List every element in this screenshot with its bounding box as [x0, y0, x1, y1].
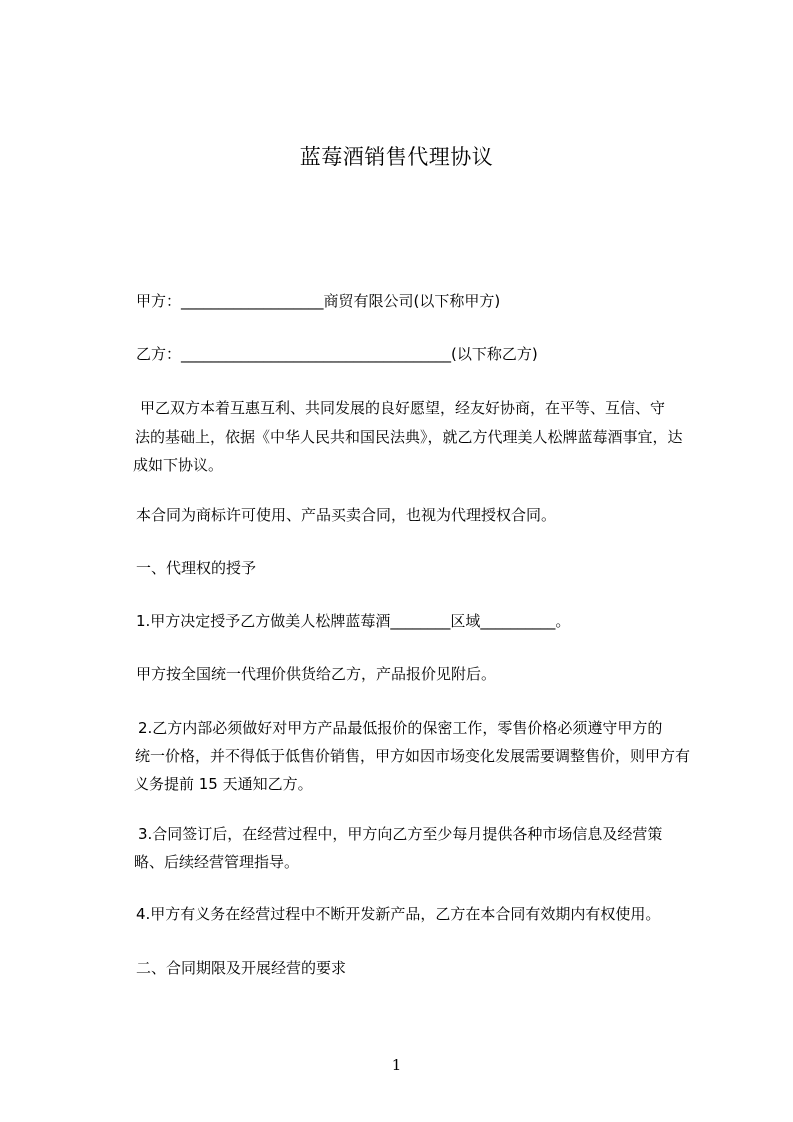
document-title: 蓝莓酒销售代理协议 [299, 145, 494, 169]
page-number: 1 [391, 1056, 402, 1074]
clause-1: 1.甲方决定授予乙方做美人松牌蓝莓酒________区域__________。 [136, 612, 571, 630]
clause-2-line-3: 义务提前 15 天通知乙方。 [134, 775, 313, 793]
section-1-heading: 一、代理权的授予 [136, 559, 257, 577]
section-2-heading: 二、合同期限及开展经营的要求 [136, 959, 347, 977]
preamble-line-2: 法的基础上，依据《中华人民共和国民法典》，就乙方代理美人松牌蓝莓酒事宜，达 [135, 428, 683, 446]
clause-4: 4.甲方有义务在经营过程中不断开发新产品，乙方在本合同有效期内有权使用。 [136, 905, 661, 923]
preamble-line-1: 甲乙双方本着互惠互利、共同发展的良好愿望，经友好协商，在平等、互信、守 [140, 399, 666, 417]
preamble-line-3: 成如下协议。 [133, 456, 224, 474]
party-b-line: 乙方：____________________________________(以下称乙方) [136, 345, 538, 363]
clause-2-line-2: 统一价格，并不得低于低售价销售，甲方如因市场变化发展需要调整售价，则甲方有 [135, 747, 691, 765]
clause-2-line-1: 2.乙方内部必须做好对甲方产品最低报价的保密工作，零售价格必须遵守甲方的 [138, 719, 663, 737]
clause-3-line-2: 略、后续经营管理指导。 [134, 853, 300, 871]
clause-3-line-1: 3.合同签订后，在经营过程中，甲方向乙方至少每月提供各种市场信息及经营策 [138, 825, 663, 843]
party-a-line: 甲方：___________________商贸有限公司(以下称甲方) [136, 292, 501, 310]
clause-1-note: 甲方按全国统一代理价供货给乙方，产品报价见附后。 [136, 665, 497, 683]
contract-nature-paragraph: 本合同为商标许可使用、产品买卖合同，也视为代理授权合同。 [136, 506, 557, 524]
